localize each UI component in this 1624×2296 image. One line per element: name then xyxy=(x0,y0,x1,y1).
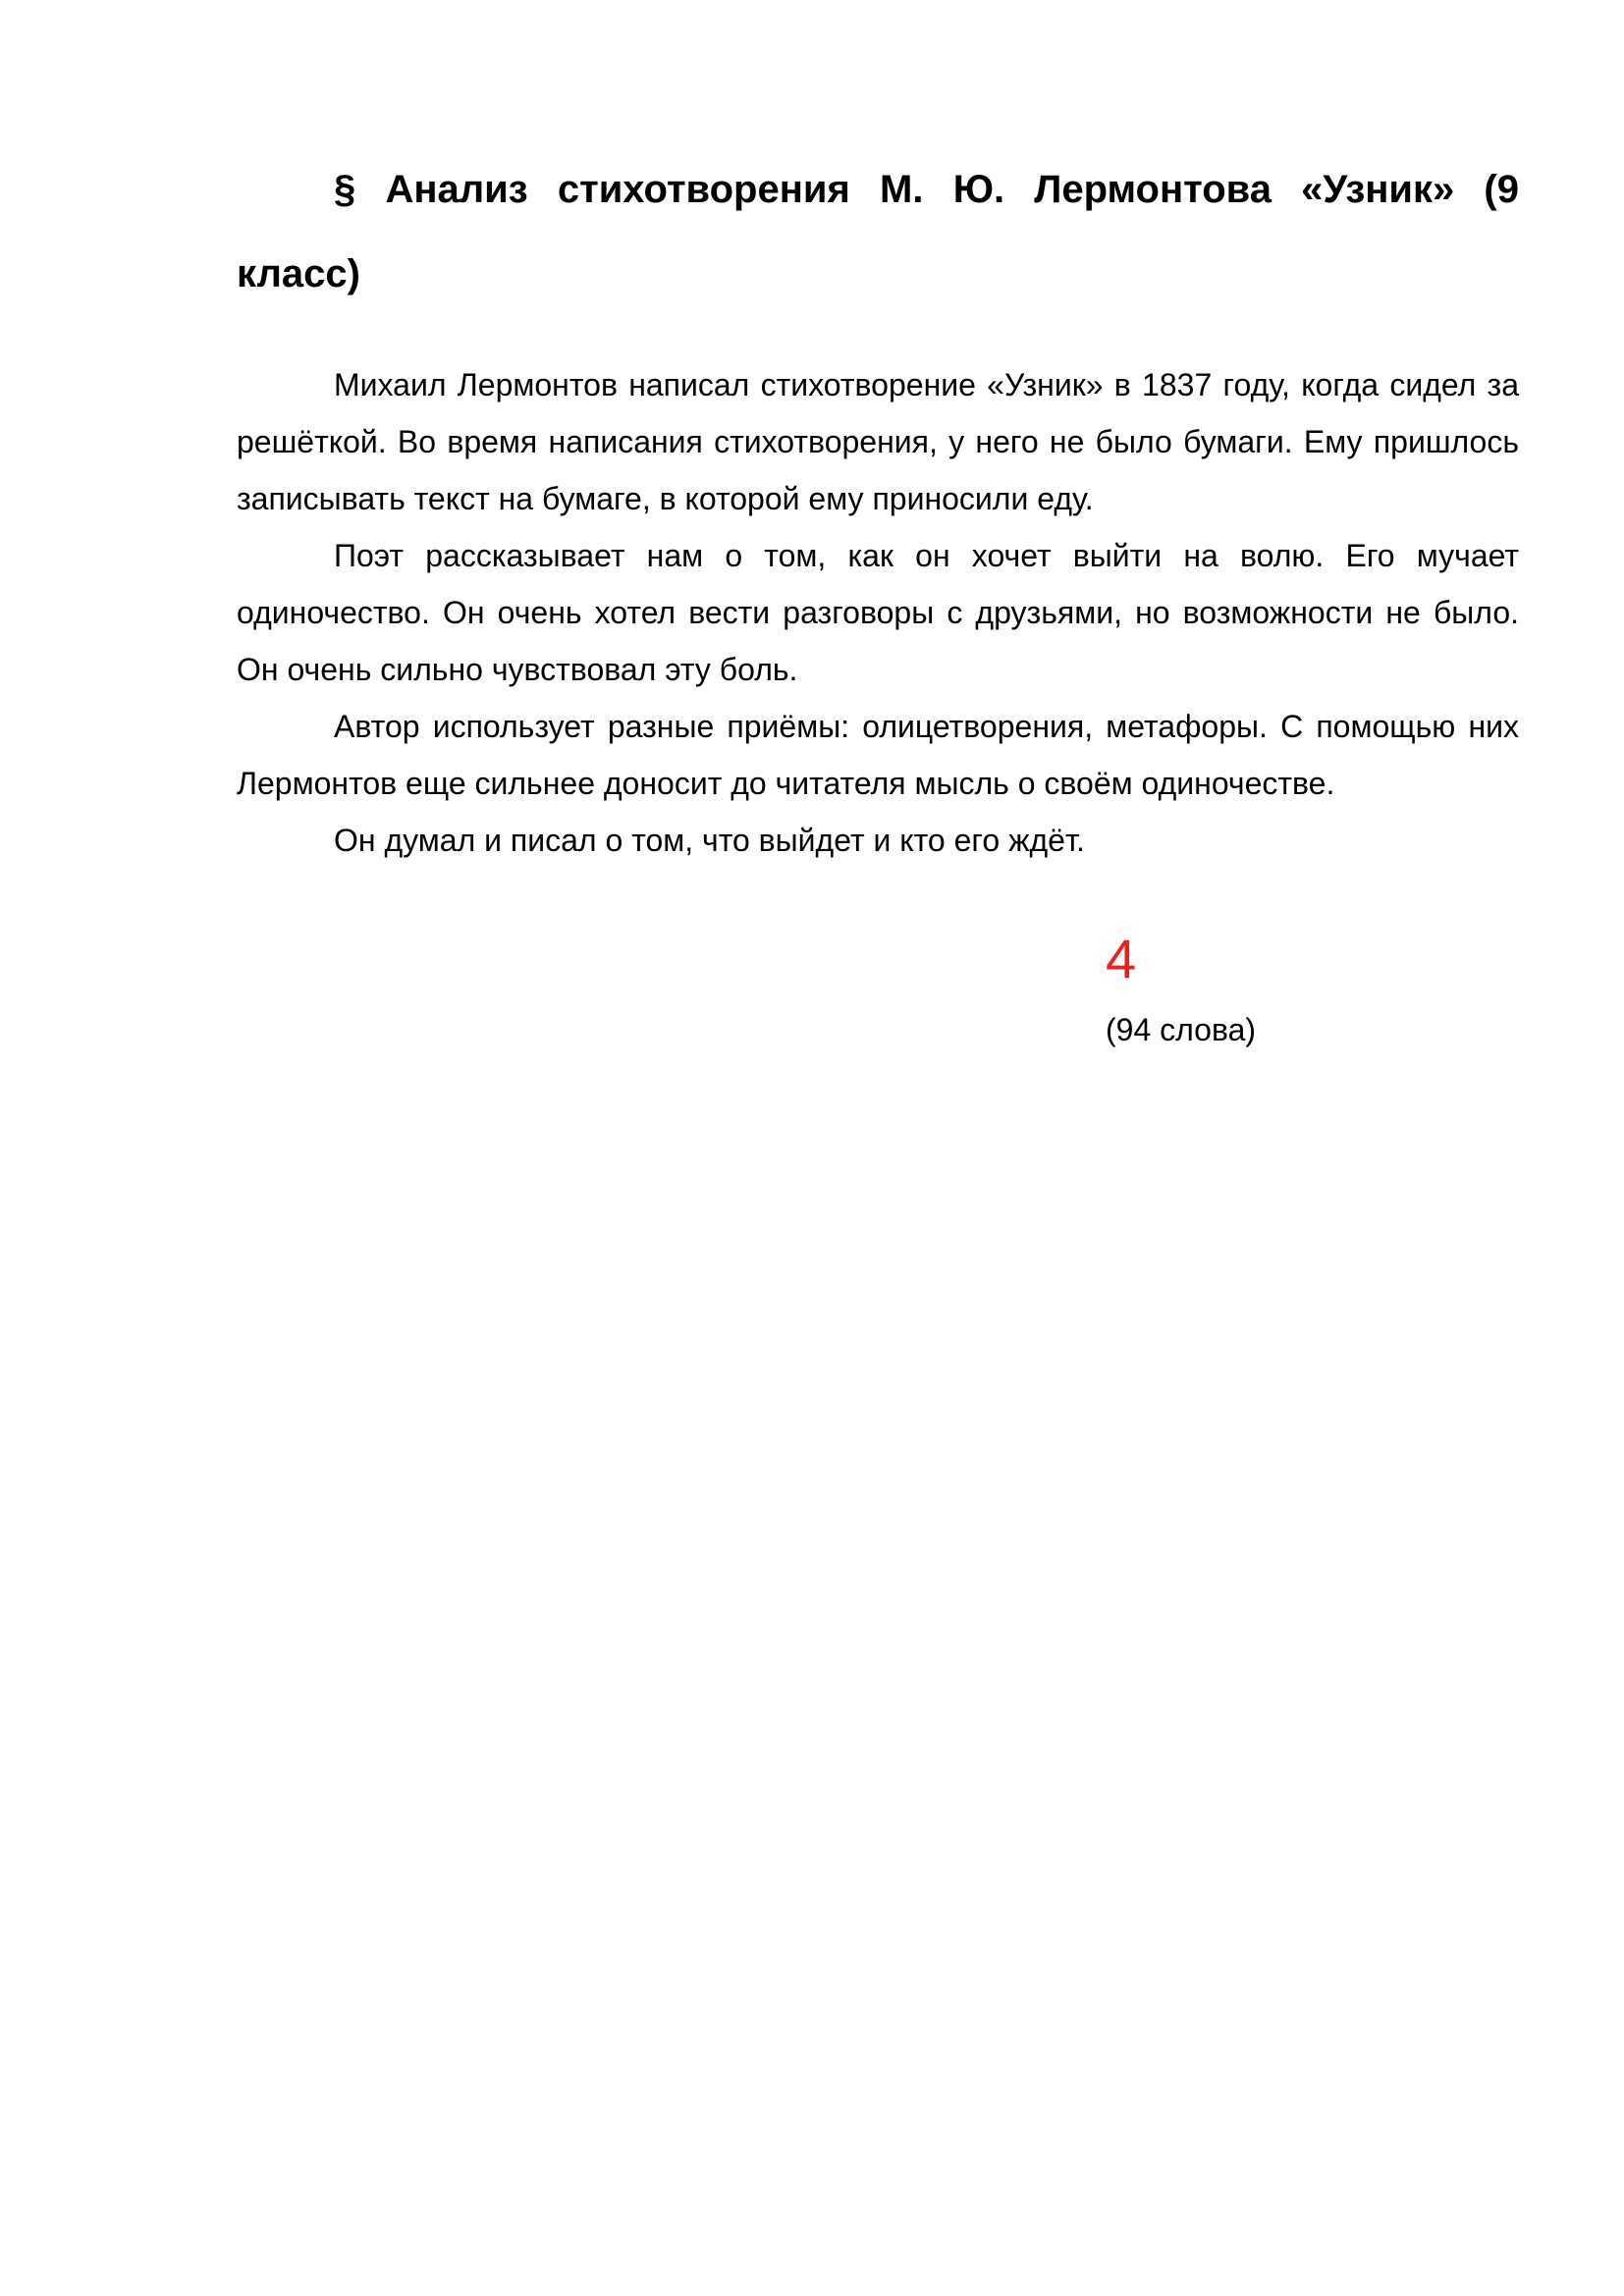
paragraph-4: Он думал и писал о том, что выйдет и кто его ждёт. xyxy=(334,823,1085,858)
grade-block xyxy=(1106,928,1256,1049)
document-content xyxy=(237,147,1519,869)
paragraph-2: Поэт рассказывает нам о том, как он хочет выйти на волю. Его мучает одиночество. Он очень хотел вести разговоры с друзьями, но возможности не было. Он очень сильно чувствовал эту боль. xyxy=(237,538,1519,687)
paragraph-1: Михаил Лермонтов написал стихотворение «Узник» в 1837 году, когда сидел за решёткой. Во время написания стихотворения, у него не было бумаги. Ему пришлось записывать текст на бумаге, в которой ему приносили еду. xyxy=(237,367,1519,516)
word-count: (94 слова) xyxy=(1106,1012,1257,1047)
grade-mark: 4 xyxy=(1106,928,1137,989)
document-title: § Анализ стихотворения М. Ю. Лермонтова «Узник» (9 класс) xyxy=(237,168,1519,295)
document-body xyxy=(237,356,1519,869)
paragraph-3: Автор использует разные приёмы: олицетворения, метафоры. С помощью них Лермонтов еще сильнее доносит до читателя мысль о своём одиночестве. xyxy=(237,709,1519,801)
